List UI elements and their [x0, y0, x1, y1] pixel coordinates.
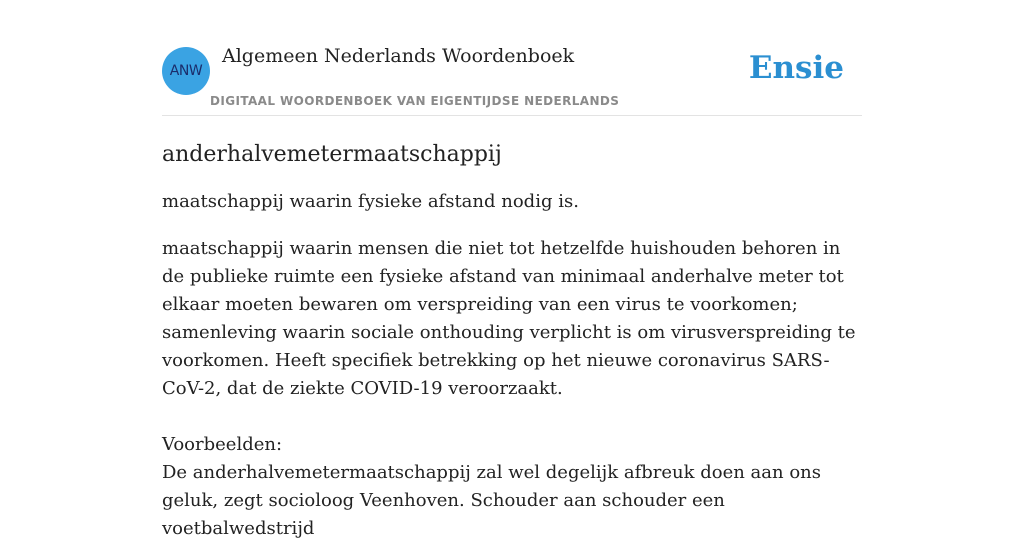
anw-logo[interactable]	[162, 47, 210, 95]
dictionary-card	[162, 0, 862, 543]
long-definition: maatschappij waarin mensen die niet tot hetzelfde huishouden behoren in de publieke ruimte een fysieke afstand van minimaal anderhalve meter tot elkaar moeten bewaren om verspreiding van een virus te voorkomen; samenleving waarin sociale onthouding verplicht is om virusverspreiding te voorkomen. Heeft specifiek betrekking op het nieuwe coronavirus SARS-CoV-2, dat de ziekte COVID-19 veroorzaakt.	[162, 238, 856, 399]
anw-logo-text: ANW	[169, 63, 203, 79]
short-definition: maatschappij waarin fysieke afstand nodig is.	[162, 191, 579, 212]
header	[162, 0, 862, 116]
dictionary-title[interactable]: Algemeen Nederlands Woordenboek	[222, 45, 575, 67]
entry-headword: anderhalvemetermaatschappij	[162, 142, 502, 167]
examples-label: Voorbeelden:	[162, 434, 283, 455]
dictionary-subtitle: DIGITAAL WOORDENBOEK VAN EIGENTIJDSE NEDERLANDS	[210, 94, 620, 108]
entry-content	[162, 140, 862, 543]
ensie-brand-logo[interactable]: Ensie	[748, 50, 844, 86]
example-sentence: De anderhalvemetermaatschappij zal wel degelijk afbreuk doen aan ons geluk, zegt socioloog Veenhoven. Schouder aan schouder een voetbalwedstrijd	[162, 462, 822, 539]
